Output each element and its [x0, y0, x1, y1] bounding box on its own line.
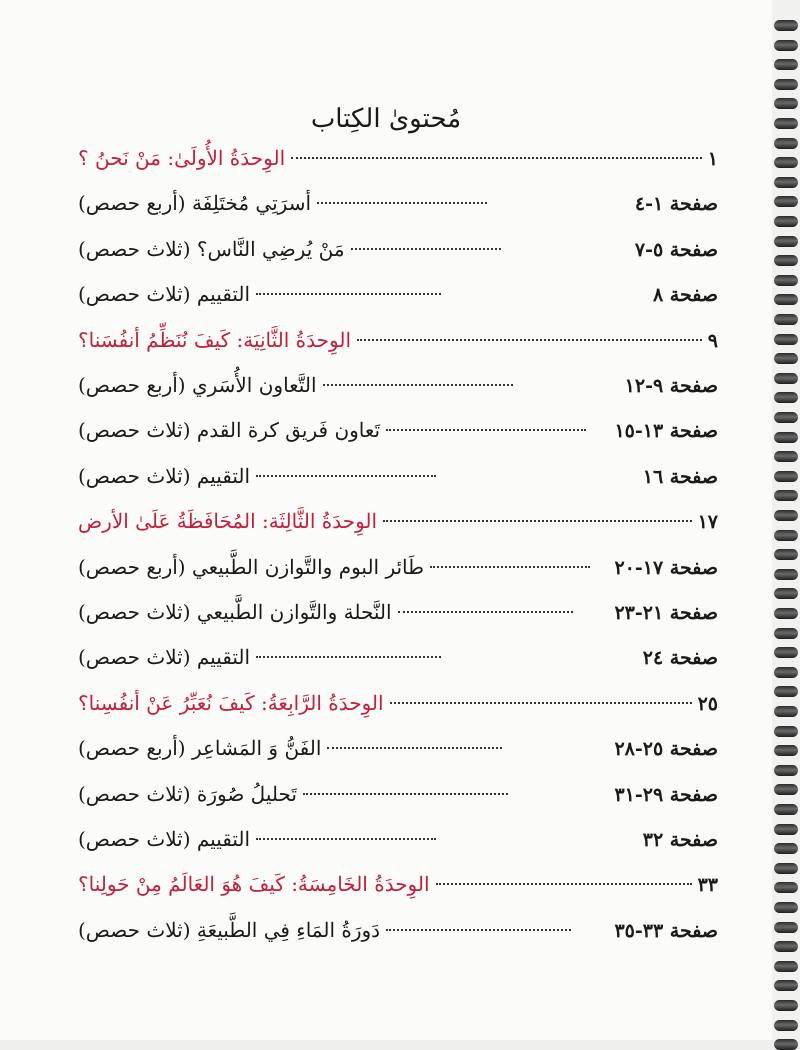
spiral-coil	[774, 961, 798, 972]
dot-leader	[430, 566, 590, 568]
lesson-row	[78, 600, 718, 634]
lesson-row	[78, 555, 718, 589]
dot-leader	[256, 293, 441, 295]
dot-leader	[386, 929, 571, 931]
lesson-row	[78, 237, 718, 271]
lesson-title: تَحليلُ صُورَة (ثلاث حصص)	[78, 781, 297, 806]
page-number: صفحة ٣٢	[642, 829, 718, 851]
spiral-coil	[774, 1020, 798, 1031]
lesson-title: دَورَةُ المَاءِ فِي الطَّبيعَةِ (ثلاث حصص)	[78, 917, 381, 942]
spiral-coil	[774, 647, 798, 658]
page-number: صفحة ٥-٧	[634, 238, 718, 261]
page-number: ٩	[707, 329, 718, 352]
spiral-coil	[774, 784, 798, 795]
unit-heading: الوِحدَةُ الثَّالِثَة: المُحَافَظَةُ عَلَىٰ الأرض	[78, 509, 378, 534]
lesson-row	[78, 782, 718, 816]
dot-leader	[303, 793, 508, 795]
spiral-coil	[774, 765, 798, 776]
spiral-coil	[774, 177, 798, 188]
spiral-coil	[774, 275, 798, 286]
spiral-coil	[774, 98, 798, 109]
spiral-coil	[774, 863, 798, 874]
spiral-coil	[774, 882, 798, 893]
spiral-coil	[774, 804, 798, 815]
spiral-coil	[774, 941, 798, 952]
page-number: ١	[707, 148, 718, 170]
lesson-row	[78, 373, 718, 407]
spiral-coil	[774, 373, 798, 384]
unit-heading-row	[78, 328, 718, 362]
spiral-coil	[774, 843, 798, 854]
page-number: صفحة ١٣-١٥	[614, 420, 718, 443]
lesson-title: مَنْ يُرضِي النَّاس؟ (ثلاث حصص)	[78, 236, 345, 261]
spiral-coil	[774, 902, 798, 913]
dot-leader	[436, 883, 692, 885]
unit-heading: الوِحدَةُ الأُولَىٰ: مَنْ نَحنُ ؟	[78, 146, 286, 170]
spiral-coil	[774, 980, 798, 991]
dot-leader	[390, 702, 692, 704]
dot-leader	[323, 384, 513, 386]
dot-leader	[357, 339, 702, 341]
lesson-row	[78, 918, 718, 952]
dot-leader	[383, 520, 692, 522]
unit-heading: الوِحدَةُ الخَامِسَةُ: كَيفَ هُوَ العَالَمُ مِنْ حَولِنا؟	[78, 872, 430, 897]
spiral-coil	[774, 196, 798, 207]
spiral-coil	[774, 59, 798, 70]
spiral-coil	[774, 549, 798, 560]
spiral-coil	[774, 510, 798, 521]
lesson-title: التقييم (ثلاث حصص)	[78, 463, 251, 488]
spiral-coil	[774, 294, 798, 305]
dot-leader	[256, 475, 436, 477]
spiral-coil	[774, 686, 798, 697]
page-number: صفحة ١-٤	[634, 193, 718, 216]
page-number: صفحة ١٧-٢٠	[614, 556, 718, 579]
page-number: ٣٣	[697, 874, 718, 897]
unit-heading-row	[78, 146, 718, 180]
page-number: صفحة ٩-١٢	[624, 375, 718, 397]
dot-leader	[386, 429, 586, 431]
spiral-coil	[774, 118, 798, 129]
lesson-title: التقييم (ثلاث حصص)	[78, 827, 251, 851]
spiral-coil	[774, 471, 798, 482]
spiral-coil	[774, 824, 798, 835]
spiral-coil	[774, 40, 798, 51]
unit-heading: الوِحدَةُ الرَّابِعَةُ: كَيفَ نُعَبِّرُ عَنْ أنفُسِنا؟	[78, 690, 384, 715]
lesson-title: طَائر البوم والتَّوازن الطَّبيعي (أربع حصص)	[78, 554, 425, 579]
unit-heading-row	[78, 691, 718, 725]
page-title: مُحتوىٰ الكِتاب	[310, 104, 462, 134]
spiral-coil	[774, 79, 798, 90]
spiral-coil	[774, 236, 798, 247]
page-number: ٢٥	[697, 692, 718, 715]
lesson-row	[78, 645, 718, 679]
spiral-coil	[774, 392, 798, 403]
lesson-title: الفَنُّ وَ المَشاعِر (أربع حصص)	[78, 736, 322, 761]
page-number: صفحة ٣٣-٣٥	[614, 919, 718, 942]
spiral-coil	[774, 20, 798, 31]
spiral-coil	[774, 726, 798, 737]
spiral-coil	[774, 1000, 798, 1011]
dot-leader	[398, 611, 573, 613]
spiral-coil	[774, 628, 798, 639]
spiral-coil	[774, 255, 798, 266]
spiral-coil	[774, 353, 798, 364]
dot-leader	[256, 656, 441, 658]
spiral-coil	[774, 569, 798, 580]
page-number: صفحة ٢٥-٢٨	[614, 738, 718, 761]
dot-leader	[351, 248, 501, 250]
page-number: صفحة ٢٤	[642, 647, 718, 670]
dot-leader	[327, 747, 502, 749]
lesson-title: التقييم (ثلاث حصص)	[78, 282, 251, 307]
lesson-row	[78, 282, 718, 316]
page-number: صفحة ٢١-٢٣	[614, 602, 718, 624]
lesson-row	[78, 418, 718, 452]
lesson-row	[78, 464, 718, 498]
dot-leader	[256, 838, 436, 840]
page-number: صفحة ١٦	[642, 465, 718, 488]
spiral-coil	[774, 588, 798, 599]
page-number: صفحة ٨	[652, 284, 718, 307]
unit-heading-row	[78, 872, 718, 906]
spiral-coil	[774, 667, 798, 678]
spiral-coil	[774, 706, 798, 717]
lesson-row	[78, 736, 718, 770]
unit-heading: الوِحدَةُ الثَّانِيَة: كَيفَ نُنَظِّمُ أنفُسَنا؟	[78, 327, 351, 352]
lesson-title: التَّعاون الأُسَري (أربع حصص)	[78, 373, 317, 397]
lesson-row	[78, 191, 718, 225]
lesson-title: النَّحلة والتَّوازن الطَّبيعي (ثلاث حصص)	[78, 600, 392, 624]
page-number: صفحة ٢٩-٣١	[614, 783, 718, 806]
lesson-row	[78, 827, 718, 861]
lesson-title: أسرَتِي مُختَلِفَة (أربع حصص)	[78, 191, 312, 216]
spiral-coil	[774, 922, 798, 933]
spiral-coil	[774, 451, 798, 462]
spiral-coil	[774, 432, 798, 443]
dot-leader	[291, 157, 702, 159]
spiral-coil	[774, 334, 798, 345]
spiral-coil	[774, 608, 798, 619]
spiral-coil	[774, 490, 798, 501]
lesson-title: تَعاون فَريق كرة القدم (ثلاث حصص)	[78, 418, 381, 443]
spiral-coil	[774, 157, 798, 168]
page-number: ١٧	[697, 511, 718, 534]
spiral-coil	[774, 1039, 798, 1050]
spiral-binding	[772, 0, 800, 1040]
spiral-coil	[774, 314, 798, 325]
spiral-coil	[774, 745, 798, 756]
dot-leader	[317, 202, 487, 204]
spiral-coil	[774, 530, 798, 541]
lesson-title: التقييم (ثلاث حصص)	[78, 645, 251, 670]
spiral-coil	[774, 138, 798, 149]
spiral-coil	[774, 216, 798, 227]
spiral-coil	[774, 412, 798, 423]
unit-heading-row	[78, 509, 718, 543]
